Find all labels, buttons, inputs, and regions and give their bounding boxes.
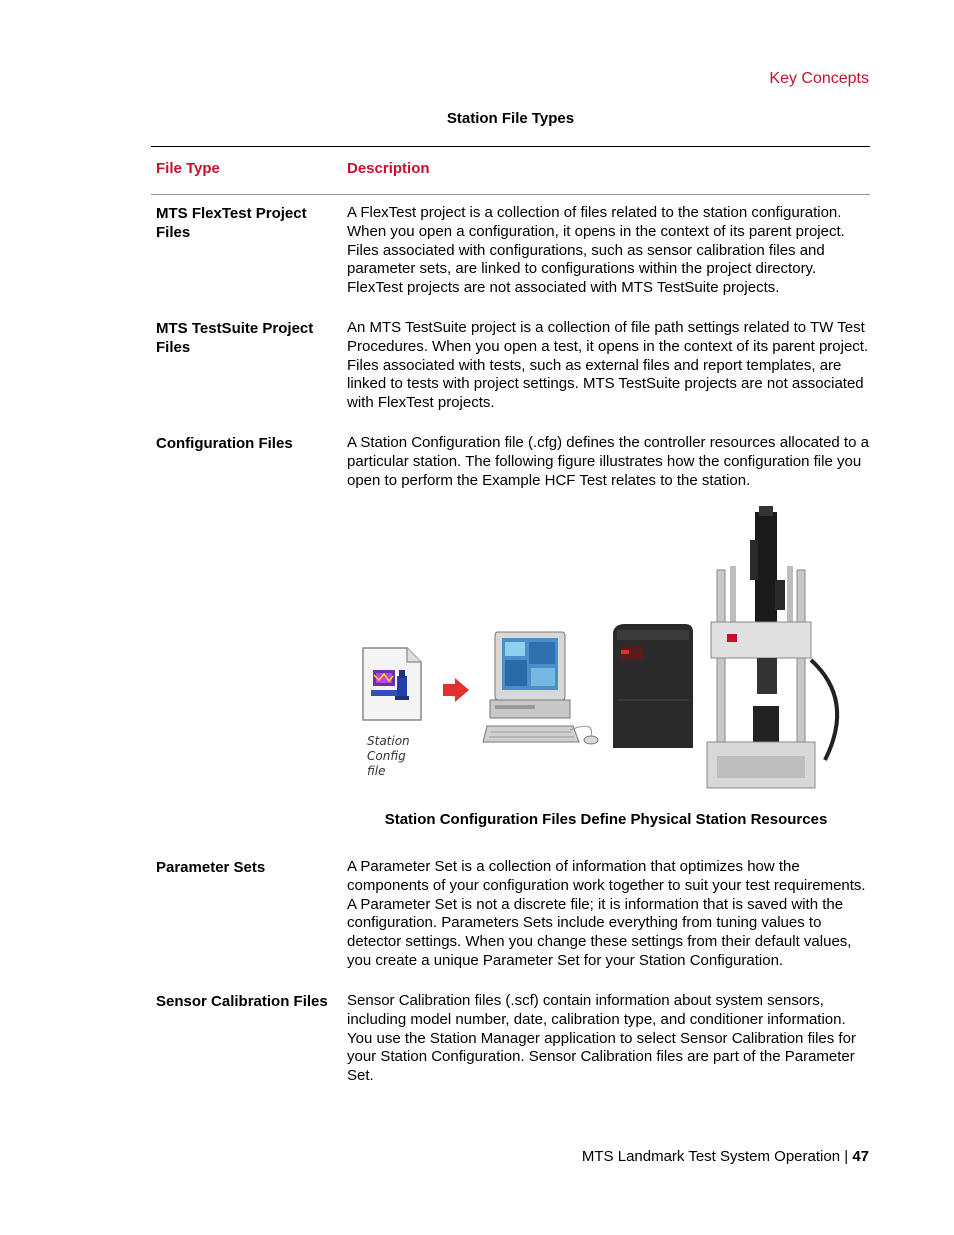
footer-doc-title: MTS Landmark Test System Operation: [581, 1148, 841, 1165]
station-configuration-figure: [355, 500, 865, 795]
column-header-file-type: File Type: [156, 160, 220, 177]
load-frame-icon: [707, 506, 837, 788]
table-top-rule: [151, 146, 870, 147]
figure-caption: Station Configuration Files Define Physical Station Resources: [384, 811, 828, 828]
station-illustration: [355, 500, 865, 795]
row-term-testsuite-project: MTS TestSuite Project Files: [156, 320, 314, 356]
footer-page-number: 47: [852, 1148, 869, 1165]
row-term-configuration-files: Configuration Files: [156, 435, 293, 452]
row-desc-configuration-files: A Station Configuration file (.cfg) defines the controller resources allocated to a particular station. The following figure illustrates how the configuration file you open to perform the Example HCF Test relates to the station.: [347, 434, 869, 489]
page-footer: [582, 1148, 869, 1165]
column-header-description: Description: [347, 160, 430, 177]
row-desc-parameter-sets: A Parameter Set is a collection of information that optimizes how the components of your configuration work together to suit your test requirements. A Parameter Set is not a discrete file; it is information that is saved with the configuration. Parameters Sets include everything from tuning values to detector settings. When you change these settings from their default values, you create a unique Parameter Set for your Station Configuration.: [347, 858, 866, 969]
row-term-sensor-calibration: Sensor Calibration Files: [156, 993, 328, 1010]
arrow-right-icon: [443, 678, 469, 702]
row-desc-sensor-calibration: Sensor Calibration files (.scf) contain information about system sensors, including model number, date, calibration type, and conditioner information. You use the Station Manager application to select Sensor Calibration files for your Station Configuration. Sensor Calibration files are part of the Parameter Set.: [347, 992, 856, 1085]
row-term-flextest-project: MTS FlexTest Project Files: [156, 205, 307, 241]
table-header-rule: [151, 194, 870, 195]
row-term-parameter-sets: Parameter Sets: [156, 859, 266, 876]
row-desc-testsuite-project: An MTS TestSuite project is a collection of file path settings related to TW Test Procedures. When you open a test, it opens in the context of its parent project. Files associated with tests, such as external files and report templates, are linked to tests with project settings. MTS TestSuite projects are not associated with FlexTest projects.: [347, 319, 869, 412]
computer-icon: [483, 632, 598, 744]
row-desc-flextest-project: A FlexTest project is a collection of files related to the station configuration. When you open a configuration, it opens in the context of its parent project. Files associated with configurations, such as sensor calibration files and parameter sets, are linked to configurations within the project directory. FlexTest projects are not associated with MTS TestSuite projects.: [347, 204, 845, 297]
file-icon: [363, 648, 421, 720]
figure-label-line2: Config: [367, 749, 406, 763]
figure-label-line1: Station: [367, 734, 410, 748]
footer-separator: |: [844, 1148, 849, 1165]
controller-icon: [613, 624, 693, 748]
figure-label-line3: file: [367, 764, 386, 778]
table-title: Station File Types: [446, 110, 575, 127]
header-section-label: Key Concepts: [769, 70, 869, 87]
